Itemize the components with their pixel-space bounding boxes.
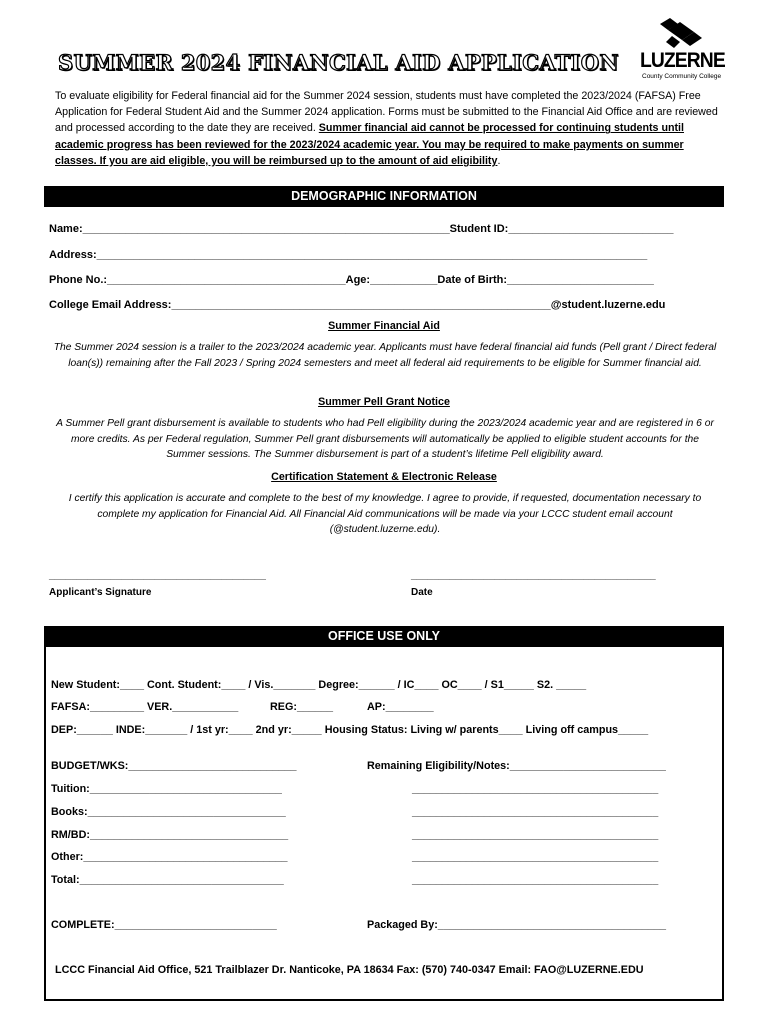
office-fafsa-ver: FAFSA:_________ VER.___________	[51, 701, 239, 713]
date-line[interactable]: ____________________________________________	[411, 570, 656, 581]
form-title: SUMMER 2024 FINANCIAL AID APPLICATION	[58, 50, 619, 75]
name-field[interactable]: Name:____________________________________________________________Student ID:___________________________	[49, 223, 674, 235]
office-notes-line: _________________________________________	[412, 806, 659, 818]
applicant-signature-label: Applicant’s Signature	[49, 587, 152, 598]
pell-text: A Summer Pell grant disbursement is available to students who had Pell eligibility during the 2023/2024 academic year and are registered in 6 or more credits. As per Federal regulation, Summer Pell grant disbursements will automatically be applied to eligible student accounts for the Summer sessions. The Summer disbursement is part of a student’s lifetime Pell eligibility award.	[56, 418, 714, 460]
office-use-box	[44, 645, 724, 1001]
summer-aid-heading: Summer Financial Aid	[328, 320, 440, 332]
office-remaining-eligibility: Remaining Eligibility/Notes:__________________________	[367, 760, 666, 772]
office-ap: AP:________	[367, 701, 434, 713]
office-books: Books:_________________________________	[51, 806, 286, 818]
office-complete: COMPLETE:___________________________	[51, 919, 277, 931]
address-field[interactable]: Address:__________________________________________________________________________________________	[49, 249, 648, 261]
demographic-bar: DEMOGRAPHIC INFORMATION	[44, 186, 724, 207]
email-field[interactable]: College Email Address:______________________________________________________________@student.luzerne.edu	[49, 299, 666, 311]
intro-paragraph	[55, 88, 723, 169]
office-other: Other:__________________________________	[51, 851, 288, 863]
summer-aid-text: The Summer 2024 session is a trailer to the 2023/2024 academic year. Applicants must have federal financial aid funds (Pell grant / Direct federal loan(s)) remaining after the Fall 2023 / Spring 2024 semesters and meet all federal aid requirements to be eligible for Summer financial aid.	[53, 342, 717, 369]
office-total: Total:__________________________________	[51, 874, 284, 886]
intro-emphasis: Summer financial aid cannot be processed for continuing students until academic progress has been reviewed for the 2023/2024 academic year. You may be required to make payments on summer classes. If you are aid eligible, you will be reimbursed up to the amount of aid eligibility	[55, 122, 684, 167]
phone-field[interactable]: Phone No.:_______________________________________Age:___________Date of Birth:________________________	[49, 274, 654, 286]
office-rmbd: RM/BD:_________________________________	[51, 829, 289, 841]
logo-name: LUZERNE	[640, 49, 725, 72]
office-budget: BUDGET/WKS:____________________________	[51, 760, 297, 772]
college-logo	[638, 16, 726, 86]
certification-text: I certify this application is accurate and complete to the best of my knowledge. I agree to provide, if requested, documentation necessary to complete my application for Financial Aid. All Financial Aid communications will be made via your LCCC student email account (@student.luzerne.edu).	[68, 493, 702, 535]
office-footer: LCCC Financial Aid Office, 521 Trailblazer Dr. Nanticoke, PA 18634 Fax: (570) 740-0347 Email: FAO@LUZERNE.EDU	[55, 964, 644, 976]
intro-end: .	[497, 154, 501, 167]
pell-heading: Summer Pell Grant Notice	[318, 396, 450, 408]
date-label: Date	[411, 587, 433, 598]
logo-subtitle: County Community College	[642, 73, 722, 80]
office-notes-line: _________________________________________	[412, 851, 659, 863]
office-notes-line: _________________________________________	[412, 829, 659, 841]
office-packaged-by: Packaged By:______________________________________	[367, 919, 666, 931]
certification-heading: Certification Statement & Electronic Release	[271, 471, 497, 483]
luzerne-bird-logo-icon	[654, 16, 704, 52]
office-row-status: New Student:____ Cont. Student:____ / Vis._______ Degree:______ / IC____ OC____ / S1_____ S2. _____	[51, 679, 587, 691]
intro-text: To evaluate eligibility for Federal financial aid for the Summer 2024 session, students must have completed the 2023/2024 (FAFSA) Free Application for Federal Student Aid and the Summer 2024 application. Forms must be submitted to the Financial Aid Office and are reviewed and processed according to the date they are received.	[55, 90, 718, 135]
office-notes-line: _________________________________________	[412, 874, 659, 886]
office-notes-line: _________________________________________	[412, 783, 659, 795]
applicant-signature-line[interactable]: _______________________________________	[49, 570, 266, 581]
office-tuition: Tuition:________________________________	[51, 783, 282, 795]
office-row-housing: DEP:______ INDE:_______ / 1st yr:____ 2nd yr:_____ Housing Status: Living w/ parents____ Living off campus_____	[51, 724, 649, 736]
office-use-bar: OFFICE USE ONLY	[44, 626, 724, 647]
office-reg: REG:______	[270, 701, 334, 713]
